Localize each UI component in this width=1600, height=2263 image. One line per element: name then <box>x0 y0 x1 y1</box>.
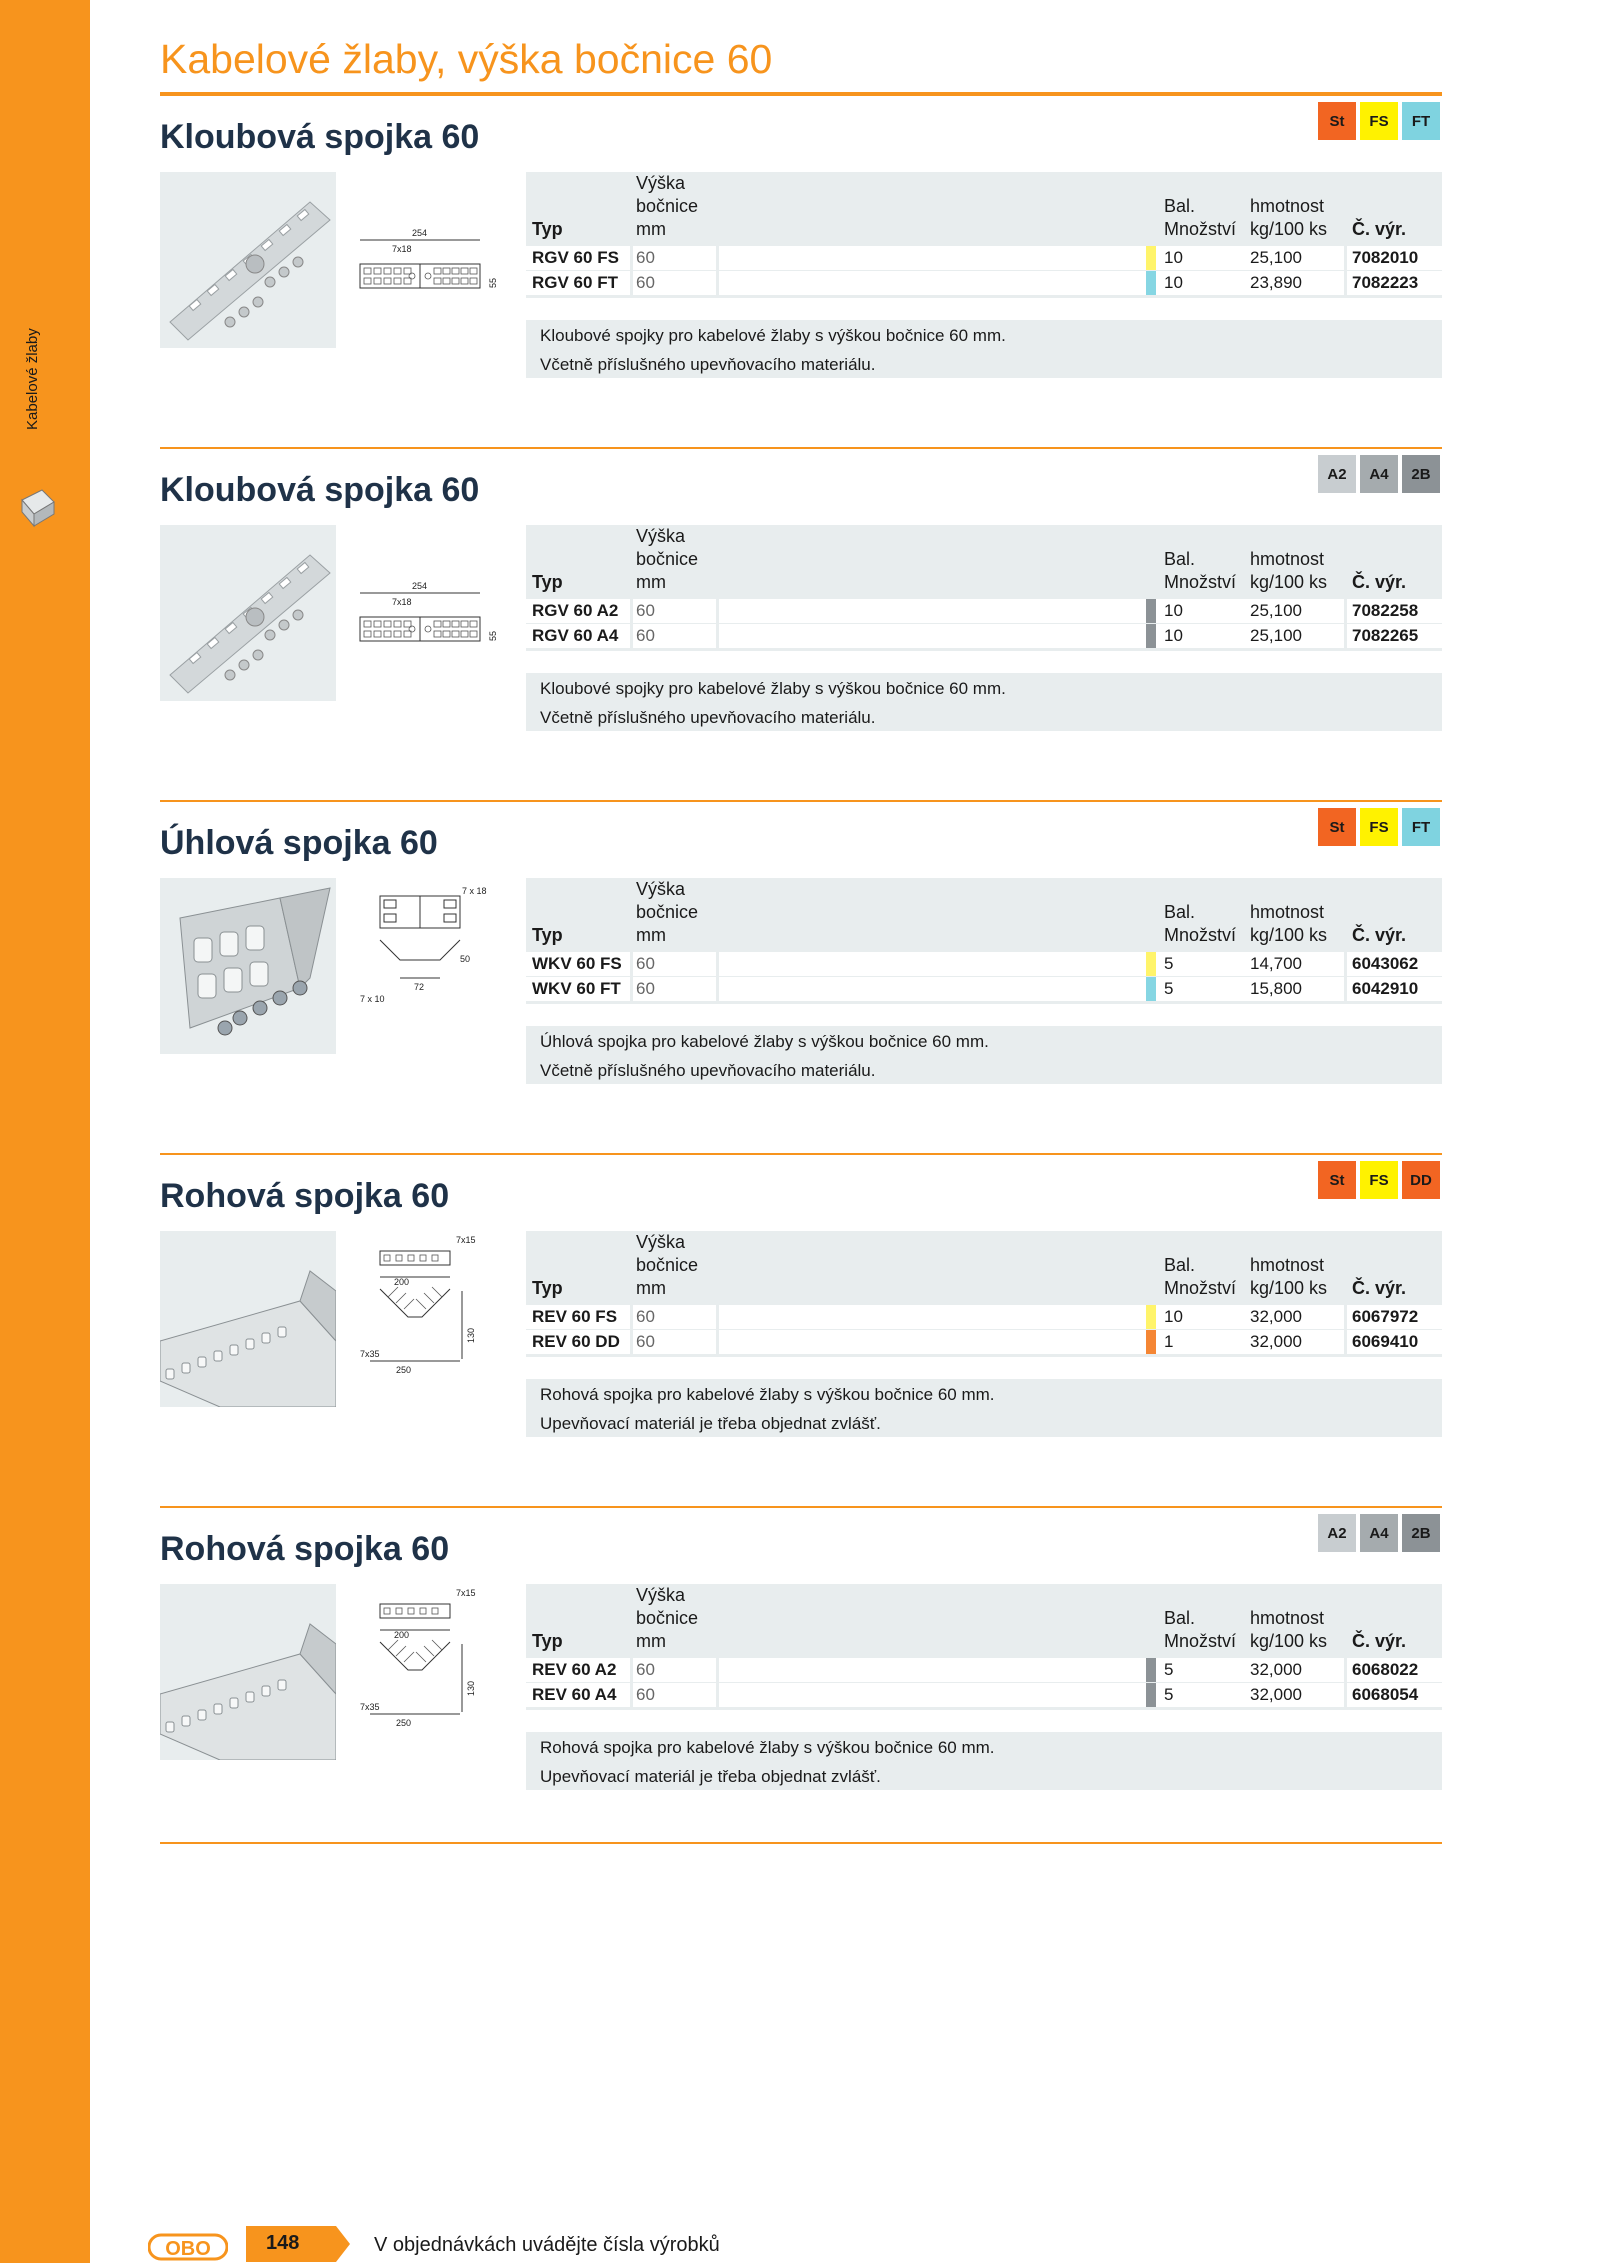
svg-text:254: 254 <box>412 581 428 591</box>
header-kg: kg/100 ks <box>1250 925 1328 945</box>
cell-article-number: 7082258 <box>1352 601 1419 620</box>
cell-typ: RGV 60 A4 <box>532 626 619 645</box>
finish-color-bar <box>1146 624 1156 648</box>
material-badge: St <box>1318 808 1356 846</box>
product-table <box>526 1584 1442 1710</box>
technical-drawing <box>350 1584 500 1760</box>
table-row <box>526 952 1442 976</box>
header-typ: Typ <box>532 572 563 592</box>
header-mnozstvi: Množství <box>1164 219 1237 239</box>
section-rule <box>160 800 1442 802</box>
product-table <box>526 1231 1442 1357</box>
cell-typ: RGV 60 FT <box>532 273 618 292</box>
header-mm: mm <box>636 219 666 239</box>
obo-logo <box>148 2232 228 2262</box>
cell-article-number: 6043062 <box>1352 954 1419 973</box>
material-badge: A4 <box>1360 1514 1398 1552</box>
cell-height: 60 <box>636 1307 655 1326</box>
header-vyska: Výška <box>636 173 686 193</box>
header-hmotnost: hmotnost <box>1250 902 1325 922</box>
table-row <box>526 271 1442 295</box>
cell-bal: 10 <box>1164 248 1183 267</box>
sidebar-strip <box>0 0 90 2263</box>
cell-weight: 32,000 <box>1250 1307 1302 1326</box>
header-kg: kg/100 ks <box>1250 219 1328 239</box>
header-typ: Typ <box>532 219 563 239</box>
header-mm: mm <box>636 1631 666 1651</box>
page-number: 148 <box>266 2232 300 2254</box>
product-photo <box>160 1231 336 1407</box>
material-badge: FS <box>1360 808 1398 846</box>
material-badge: FS <box>1360 102 1398 140</box>
svg-text:7x15: 7x15 <box>456 1235 476 1245</box>
table-row <box>526 599 1442 623</box>
header-bal: Bal. <box>1164 1608 1196 1628</box>
technical-drawing <box>350 1231 500 1407</box>
table-row <box>526 977 1442 1001</box>
product-section <box>160 1506 1442 1846</box>
svg-text:55: 55 <box>488 277 498 288</box>
svg-text:200: 200 <box>394 1630 410 1640</box>
cell-article-number: 6042910 <box>1352 979 1419 998</box>
section-title: Úhlová spojka 60 <box>160 824 438 862</box>
technical-drawing <box>350 172 500 348</box>
cell-bal: 5 <box>1164 1660 1174 1679</box>
product-description <box>526 673 1442 731</box>
svg-text:250: 250 <box>396 1365 412 1375</box>
svg-text:OBO: OBO <box>165 2238 211 2260</box>
product-section <box>160 1153 1442 1493</box>
cell-weight: 15,800 <box>1250 979 1302 998</box>
header-cvyr: Č. výr. <box>1352 1278 1407 1298</box>
cell-height: 60 <box>636 954 655 973</box>
bottom-rule <box>160 1842 1442 1844</box>
cell-weight: 32,000 <box>1250 1332 1302 1351</box>
header-kg: kg/100 ks <box>1250 1278 1328 1298</box>
material-badges <box>1318 1161 1440 1199</box>
section-title: Kloubová spojka 60 <box>160 471 480 509</box>
page-title: Kabelové žlaby, výška bočnice 60 <box>160 36 773 82</box>
cell-height: 60 <box>636 248 655 267</box>
cell-bal: 5 <box>1164 1685 1174 1704</box>
header-bocnice: bočnice <box>636 196 699 216</box>
product-photo <box>160 1584 336 1760</box>
material-badges <box>1318 102 1440 140</box>
cell-height: 60 <box>636 1660 655 1679</box>
svg-text:50: 50 <box>460 954 471 964</box>
product-photo <box>160 172 336 348</box>
description-line: Kloubové spojky pro kabelové žlaby s výškou bočnice 60 mm. <box>540 679 1006 698</box>
finish-color-bar <box>1146 1330 1156 1354</box>
product-section <box>160 800 1442 1140</box>
product-description <box>526 320 1442 378</box>
cell-typ: REV 60 A2 <box>532 1660 617 1679</box>
product-description <box>526 1379 1442 1437</box>
section-title: Kloubová spojka 60 <box>160 118 480 156</box>
cell-article-number: 6069410 <box>1352 1332 1419 1351</box>
finish-color-bar <box>1146 271 1156 295</box>
description-line: Rohová spojka pro kabelové žlaby s výškou bočnice 60 mm. <box>540 1738 995 1757</box>
material-badge: 2B <box>1402 1514 1440 1552</box>
header-typ: Typ <box>532 925 563 945</box>
product-table <box>526 878 1442 1004</box>
table-row <box>526 1658 1442 1682</box>
cell-height: 60 <box>636 1332 655 1351</box>
cell-article-number: 6068022 <box>1352 1660 1419 1679</box>
cell-weight: 32,000 <box>1250 1685 1302 1704</box>
material-badge: FT <box>1402 102 1440 140</box>
header-hmotnost: hmotnost <box>1250 1255 1325 1275</box>
finish-color-bar <box>1146 246 1156 270</box>
description-line: Rohová spojka pro kabelové žlaby s výškou bočnice 60 mm. <box>540 1385 995 1404</box>
cell-weight: 23,890 <box>1250 273 1302 292</box>
material-badge: St <box>1318 1161 1356 1199</box>
cell-typ: REV 60 FS <box>532 1307 618 1326</box>
finish-color-bar <box>1146 599 1156 623</box>
header-mnozstvi: Množství <box>1164 572 1237 592</box>
header-cvyr: Č. výr. <box>1352 925 1407 945</box>
header-bocnice: bočnice <box>636 1608 699 1628</box>
header-bocnice: bočnice <box>636 902 699 922</box>
cell-article-number: 7082223 <box>1352 273 1419 292</box>
header-bal: Bal. <box>1164 902 1196 922</box>
cell-typ: RGV 60 A2 <box>532 601 619 620</box>
cell-bal: 10 <box>1164 1307 1183 1326</box>
description-line: Kloubové spojky pro kabelové žlaby s výškou bočnice 60 mm. <box>540 326 1006 345</box>
material-badge: St <box>1318 102 1356 140</box>
cell-weight: 25,100 <box>1250 626 1302 645</box>
header-cvyr: Č. výr. <box>1352 219 1407 239</box>
header-mnozstvi: Množství <box>1164 1631 1237 1651</box>
header-vyska: Výška <box>636 1232 686 1252</box>
header-kg: kg/100 ks <box>1250 1631 1328 1651</box>
header-bocnice: bočnice <box>636 1255 699 1275</box>
header-vyska: Výška <box>636 879 686 899</box>
finish-color-bar <box>1146 952 1156 976</box>
header-bocnice: bočnice <box>636 549 699 569</box>
table-row <box>526 624 1442 648</box>
description-line: Včetně příslušného upevňovacího materiálu. <box>540 1061 876 1080</box>
svg-text:130: 130 <box>466 1680 476 1696</box>
cell-bal: 5 <box>1164 954 1174 973</box>
svg-text:7 x 18: 7 x 18 <box>462 886 487 896</box>
cell-article-number: 7082265 <box>1352 626 1419 645</box>
cell-height: 60 <box>636 273 655 292</box>
cell-weight: 25,100 <box>1250 601 1302 620</box>
svg-text:7x18: 7x18 <box>392 597 412 607</box>
product-photo <box>160 878 336 1054</box>
table-row <box>526 246 1442 270</box>
table-row <box>526 1330 1442 1354</box>
header-vyska: Výška <box>636 526 686 546</box>
header-vyska: Výška <box>636 1585 686 1605</box>
side-chapter-label: Kabelové žlaby <box>24 328 41 430</box>
svg-text:254: 254 <box>412 228 428 238</box>
material-badge: DD <box>1402 1161 1440 1199</box>
header-hmotnost: hmotnost <box>1250 549 1325 569</box>
product-table <box>526 525 1442 651</box>
product-description <box>526 1732 1442 1790</box>
material-badge: A2 <box>1318 455 1356 493</box>
cable-tray-icon <box>20 488 56 528</box>
svg-text:200: 200 <box>394 1277 410 1287</box>
description-line: Včetně příslušného upevňovacího materiálu. <box>540 708 876 727</box>
product-description <box>526 1026 1442 1084</box>
cell-article-number: 6067972 <box>1352 1307 1419 1326</box>
header-mm: mm <box>636 1278 666 1298</box>
svg-text:130: 130 <box>466 1327 476 1343</box>
product-section <box>160 447 1442 787</box>
cell-typ: REV 60 A4 <box>532 1685 617 1704</box>
header-bal: Bal. <box>1164 1255 1196 1275</box>
cell-bal: 10 <box>1164 273 1183 292</box>
description-line: Upevňovací materiál je třeba objednat zvlášť. <box>540 1767 881 1786</box>
cell-bal: 10 <box>1164 626 1183 645</box>
cell-typ: REV 60 DD <box>532 1332 620 1351</box>
finish-color-bar <box>1146 977 1156 1001</box>
material-badge: A4 <box>1360 455 1398 493</box>
cell-height: 60 <box>636 601 655 620</box>
svg-text:7x15: 7x15 <box>456 1588 476 1598</box>
material-badge: A2 <box>1318 1514 1356 1552</box>
product-table <box>526 172 1442 298</box>
cell-typ: WKV 60 FS <box>532 954 622 973</box>
header-cvyr: Č. výr. <box>1352 572 1407 592</box>
cell-height: 60 <box>636 1685 655 1704</box>
svg-text:55: 55 <box>488 630 498 641</box>
header-mnozstvi: Množství <box>1164 1278 1237 1298</box>
cell-bal: 1 <box>1164 1332 1174 1351</box>
cell-height: 60 <box>636 626 655 645</box>
header-hmotnost: hmotnost <box>1250 1608 1325 1628</box>
cell-article-number: 7082010 <box>1352 248 1419 267</box>
footer-note: V objednávkách uvádějte čísla výrobků <box>374 2234 720 2256</box>
cell-article-number: 6068054 <box>1352 1685 1419 1704</box>
table-row <box>526 1305 1442 1329</box>
material-badge: FS <box>1360 1161 1398 1199</box>
cell-bal: 5 <box>1164 979 1174 998</box>
header-kg: kg/100 ks <box>1250 572 1328 592</box>
svg-text:72: 72 <box>414 982 425 992</box>
cell-weight: 25,100 <box>1250 248 1302 267</box>
header-bal: Bal. <box>1164 549 1196 569</box>
product-photo <box>160 525 336 701</box>
cell-bal: 10 <box>1164 601 1183 620</box>
product-section <box>160 94 1442 434</box>
cell-weight: 32,000 <box>1250 1660 1302 1679</box>
table-row <box>526 1683 1442 1707</box>
cell-typ: RGV 60 FS <box>532 248 619 267</box>
finish-color-bar <box>1146 1658 1156 1682</box>
svg-text:7 x 10: 7 x 10 <box>360 994 385 1004</box>
header-mm: mm <box>636 925 666 945</box>
header-bal: Bal. <box>1164 196 1196 216</box>
description-line: Úhlová spojka pro kabelové žlaby s výškou bočnice 60 mm. <box>540 1032 989 1051</box>
description-line: Včetně příslušného upevňovacího materiálu. <box>540 355 876 374</box>
header-mnozstvi: Množství <box>1164 925 1237 945</box>
section-rule <box>160 447 1442 449</box>
header-typ: Typ <box>532 1278 563 1298</box>
material-badges <box>1318 808 1440 846</box>
cell-typ: WKV 60 FT <box>532 979 621 998</box>
section-title: Rohová spojka 60 <box>160 1530 450 1568</box>
finish-color-bar <box>1146 1305 1156 1329</box>
description-line: Upevňovací materiál je třeba objednat zvlášť. <box>540 1414 881 1433</box>
section-rule <box>160 1506 1442 1508</box>
section-rule <box>160 94 1442 96</box>
svg-text:7x18: 7x18 <box>392 244 412 254</box>
header-typ: Typ <box>532 1631 563 1651</box>
header-cvyr: Č. výr. <box>1352 1631 1407 1651</box>
cell-height: 60 <box>636 979 655 998</box>
material-badge: FT <box>1402 808 1440 846</box>
section-title: Rohová spojka 60 <box>160 1177 450 1215</box>
header-hmotnost: hmotnost <box>1250 196 1325 216</box>
material-badges <box>1318 455 1440 493</box>
material-badge: 2B <box>1402 455 1440 493</box>
material-badges <box>1318 1514 1440 1552</box>
svg-text:7x35: 7x35 <box>360 1702 380 1712</box>
svg-text:250: 250 <box>396 1718 412 1728</box>
technical-drawing <box>350 525 500 701</box>
section-rule <box>160 1153 1442 1155</box>
cell-weight: 14,700 <box>1250 954 1302 973</box>
finish-color-bar <box>1146 1683 1156 1707</box>
technical-drawing <box>350 878 500 1054</box>
header-mm: mm <box>636 572 666 592</box>
svg-text:7x35: 7x35 <box>360 1349 380 1359</box>
